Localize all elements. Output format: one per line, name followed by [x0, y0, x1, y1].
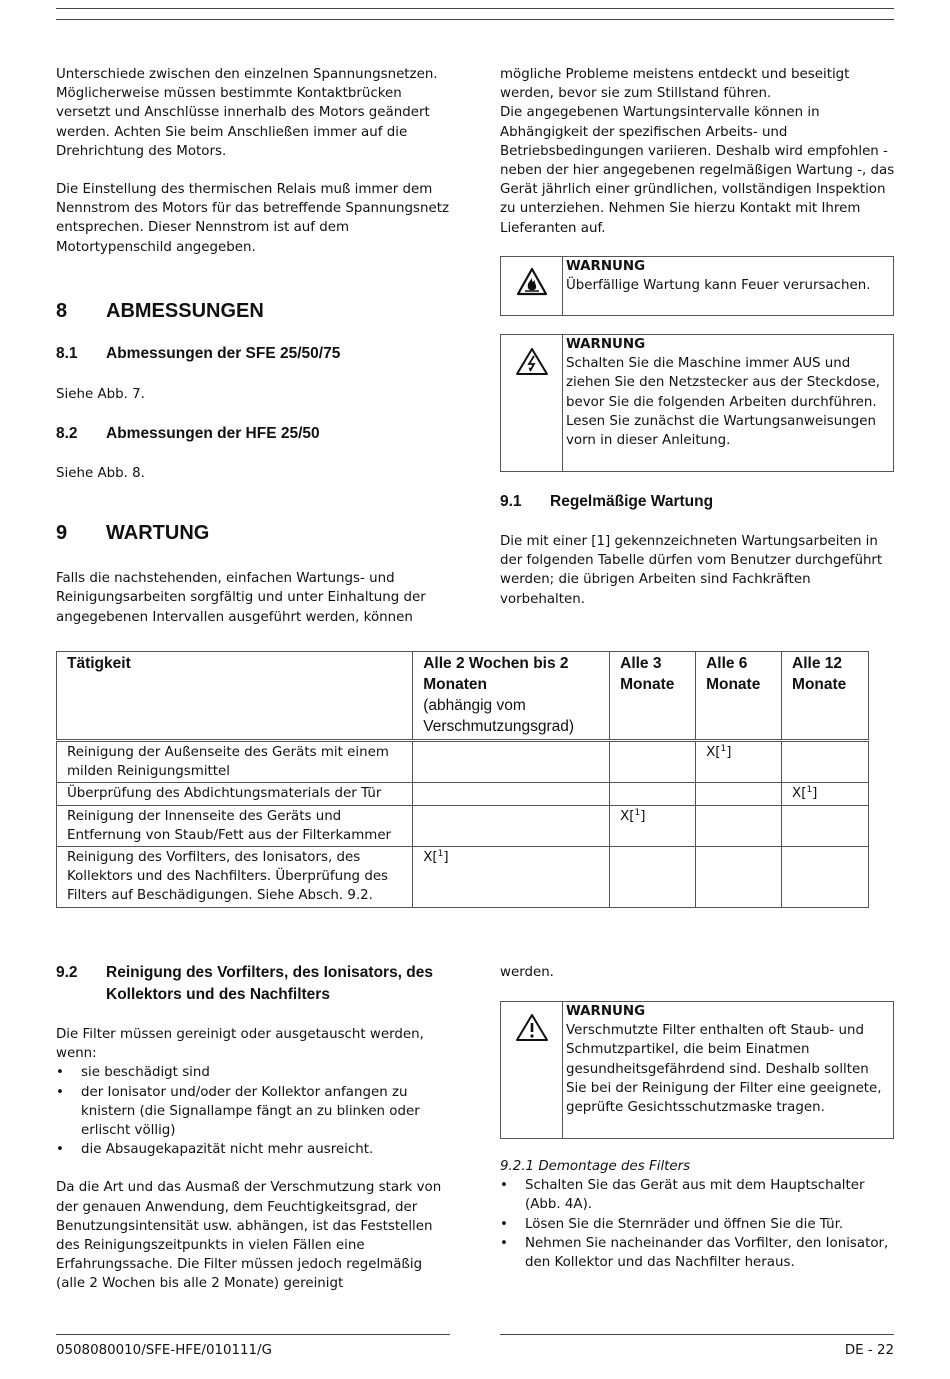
interval-cell-marked: X[$^1$]: [696, 741, 782, 783]
section-8-1-number: 8.1: [56, 344, 78, 362]
interval-cell: [610, 783, 696, 805]
section-9-1-title: Regelmäßige Wartung: [550, 493, 714, 510]
section-9-2-continued: [500, 963, 895, 982]
interval-cell-marked: X[$^1$]: [413, 847, 610, 908]
header-interval-12m: Alle 12 Monate: [782, 652, 869, 741]
section-9-2-heading: [56, 962, 451, 1006]
warning-box-general: [500, 1001, 894, 1139]
interval-cell: [696, 783, 782, 805]
section-9-2: [56, 962, 451, 1294]
interval-cell: [696, 847, 782, 908]
list-item: • Schalten Sie das Gerät aus mit dem Hauptschalter (Abb. 4A).: [500, 1176, 895, 1214]
task-cell: Reinigung der Innenseite des Geräts und Entfernung von Staub/Fett aus der Filterkammer: [57, 805, 413, 846]
right-paragraph-2: Die angegebenen Wartungsintervalle können in Abhängigkeit der spezifischen Arbeits- und Betriebsbedingungen variieren. Deshalb wird empfohlen - neben der hier angegebenen regelmäßigen Wartung -, das Gerät jährlich einer gründlichen, vollständigen Inspektion zu unterziehen. Nehmen Sie hierzu Kontakt mit Ihrem Lieferanten auf.: [500, 105, 895, 236]
section-8-2-heading: [56, 423, 451, 445]
interval-cell: [413, 741, 610, 783]
section-9-2-paragraph: Da die Art und das Ausmaß der Verschmutzung stark von der genauen Anwendung, dem Feuchtigkeitsgrad, der Benutzungsintensität usw. abhängen, ist das Feststellen des Reinigungszeitpunkts in vielen Fällen eine Erfahrungssache. Die Filter müssen jedoch regelmäßig (alle 2 Wochen bis alle 2 Monate) gereinigt: [56, 1180, 442, 1292]
warning-title: WARNUNG: [566, 337, 646, 352]
interval-cell: [782, 741, 869, 783]
warning-text-fire: [563, 257, 874, 315]
warning-message: Schalten Sie die Maschine immer AUS und ziehen Sie den Netzstecker aus der Steckdose, bevor Sie die folgenden Arbeiten durchführen. Lesen Sie zunächst die Wartungsanweisungen vorn in dieser Anleitung.: [566, 356, 880, 449]
header-task: Tätigkeit: [57, 652, 413, 741]
continued-text: werden.: [500, 965, 554, 980]
table-row: [57, 783, 869, 805]
interval-cell: [610, 847, 696, 908]
section-9-1-number: 9.1: [500, 493, 522, 510]
section-9-heading: [56, 521, 451, 545]
interval-cell: [610, 741, 696, 783]
interval-cell: [782, 847, 869, 908]
header-interval-3m: Alle 3 Monate: [610, 652, 696, 741]
left-column: [56, 65, 451, 627]
section-8-2-number: 8.2: [56, 425, 78, 443]
maintenance-table: [56, 651, 869, 908]
table-row: [57, 805, 869, 846]
interval-cell: [413, 805, 610, 846]
electric-shock-icon: [515, 347, 549, 377]
general-warning-icon-cell: [501, 1002, 563, 1138]
warning-message: Überfällige Wartung kann Feuer verursachen.: [566, 278, 871, 294]
right-column: [500, 65, 895, 238]
interval-cell: [413, 783, 610, 805]
header-rule-top: [56, 8, 894, 9]
footer-page-number: DE - 22: [844, 1343, 894, 1358]
section-9-text: Falls die nachstehenden, einfachen Wartungs- und Reinigungsarbeiten sorgfältig und unter Einhaltung der angegebenen Intervallen ausgeführt werden, können: [56, 571, 426, 625]
task-cell: Überprüfung des Abdichtungsmaterials der Tür: [57, 783, 413, 805]
intro-paragraph-2: Die Einstellung des thermischen Relais muß immer dem Nennstrom des Motors für das betreffende Spannungsnetz entsprechen. Dieser Nennstrom ist auf dem Motortypenschild angegeben.: [56, 182, 449, 255]
warning-text-general: [563, 1002, 893, 1138]
interval-cell-marked: X[$^1$]: [782, 783, 869, 805]
table-header-row: [57, 652, 869, 741]
section-8-2-title: Abmessungen der HFE 25/50: [106, 425, 320, 443]
section-9-2-number: 9.2: [56, 964, 78, 981]
footer-rule-right: [500, 1334, 894, 1335]
warning-message: Verschmutzte Filter enthalten oft Staub- und Schmutzpartikel, die beim Einatmen gesundheitsgefährdend sind. Deshalb sollten Sie bei der Reinigung der Filter eine geeignete, geprüfte Gesichtsschutzmaske tragen.: [566, 1023, 882, 1116]
header-rule-bottom: [56, 19, 894, 20]
section-8-heading: [56, 299, 451, 323]
header-interval-6m: Alle 6 Monate: [696, 652, 782, 741]
interval-cell-marked: X[$^1$]: [610, 805, 696, 846]
footer-rule-left: [56, 1334, 450, 1335]
section-8-1-heading: [56, 343, 451, 365]
list-item: • die Absaugekapazität nicht mehr ausreicht.: [56, 1140, 451, 1159]
task-cell: Reinigung der Außenseite des Geräts mit einem milden Reinigungsmittel: [57, 741, 413, 783]
header-interval-note: (abhängig vom Verschmutzungsgrad): [423, 697, 575, 735]
electric-warning-icon-cell: [501, 335, 563, 471]
fire-warning-icon: [516, 267, 548, 297]
section-9-2-1: [500, 1157, 895, 1272]
list-item: • Lösen Sie die Sternräder und öffnen Sie die Tür.: [500, 1215, 895, 1234]
section-9-number: 9: [56, 522, 68, 545]
intro-paragraph-1: Unterschiede zwischen den einzelnen Spannungsnetzen. Möglicherweise müssen bestimmte Kontaktbrücken versetzt und Anschlüsse innerhalb des Motors geändert werden. Achten Sie beim Anschließen immer auf die Drehrichtung des Motors.: [56, 67, 438, 159]
warning-box-electric: [500, 334, 894, 472]
exclamation-warning-icon: [515, 1013, 549, 1043]
fire-warning-icon-cell: [501, 257, 563, 315]
section-9-2-title: Reinigung des Vorfilters, des Ionisators, des Kollektors und des Nachfilters: [106, 964, 434, 1003]
list-item: • sie beschädigt sind: [56, 1063, 451, 1082]
warning-title: WARNUNG: [566, 1004, 646, 1019]
interval-cell: [696, 805, 782, 846]
filter-condition-list: [56, 1063, 451, 1159]
header-interval-2w-2m: Alle 2 Wochen bis 2 Monaten (abhängig vom Verschmutzungsgrad): [413, 652, 610, 741]
section-8-title: ABMESSUNGEN: [106, 299, 264, 322]
section-8-2-text: Siehe Abb. 8.: [56, 466, 145, 482]
section-8-1-title: Abmessungen der SFE 25/50/75: [106, 344, 341, 362]
section-9-2-1-heading: 9.2.1 Demontage des Filters: [500, 1159, 691, 1174]
section-9-1: [500, 491, 895, 609]
table-row: [57, 847, 869, 908]
table-row: [57, 741, 869, 783]
interval-cell: [782, 805, 869, 846]
warning-title: WARNUNG: [566, 259, 646, 274]
list-item: • der Ionisator und/oder der Kollektor anfangen zu knistern (die Signallampe fängt an zu blinken oder erlischt völlig): [56, 1083, 451, 1141]
list-item: • Nehmen Sie nacheinander das Vorfilter, den Ionisator, den Kollektor und das Nachfilter heraus.: [500, 1234, 895, 1272]
warning-text-electric: [563, 335, 893, 471]
section-9-title: WARTUNG: [106, 522, 210, 545]
section-9-1-heading: [500, 491, 895, 513]
task-cell: Reinigung des Vorfilters, des Ionisators, des Kollektors und des Nachfilters. Überprüfung des Filters auf Beschädigungen. Siehe Absch. 9.2.: [57, 847, 413, 908]
section-8-number: 8: [56, 299, 68, 322]
warning-box-fire: [500, 256, 894, 316]
footer-document-code: 0508080010/SFE-HFE/010111/G: [56, 1343, 272, 1358]
section-8-1-text: Siehe Abb. 7.: [56, 386, 145, 402]
right-paragraph-1: mögliche Probleme meistens entdeckt und beseitigt werden, bevor sie zum Stillstand führen.: [500, 67, 850, 102]
filter-removal-steps: [500, 1176, 895, 1272]
section-9-2-intro: Die Filter müssen gereinigt oder ausgetauscht werden, wenn:: [56, 1027, 424, 1062]
section-9-1-text: Die mit einer [1] gekennzeichneten Wartungsarbeiten in der folgenden Tabelle dürfen vom Benutzer durchgeführt werden; die übrigen Arbeiten sind Fachkräften vorbehalten.: [500, 534, 883, 607]
